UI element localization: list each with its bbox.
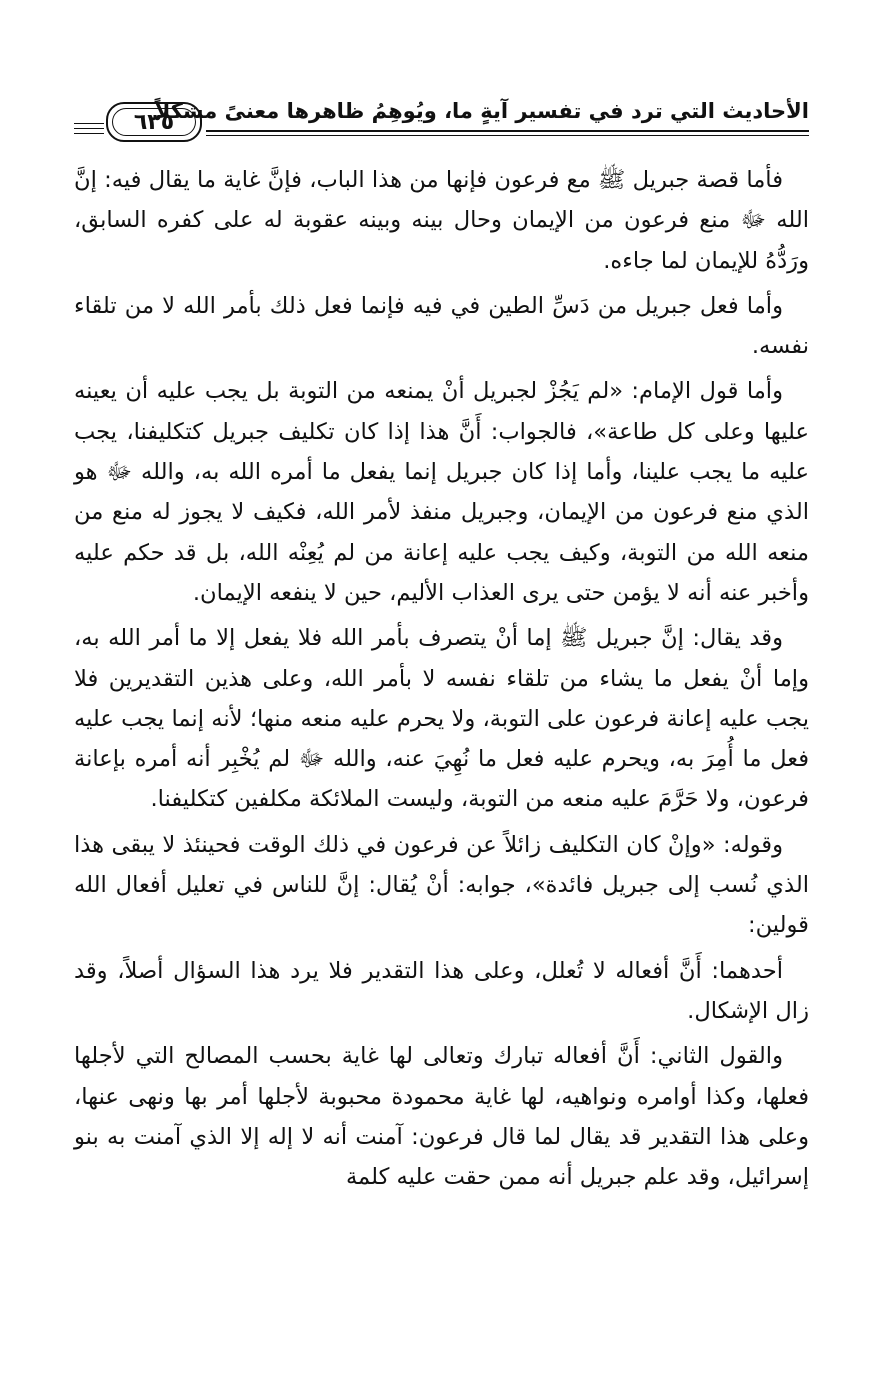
page-body [74, 160, 809, 1202]
paragraph: وأما فعل جبريل من دَسِّ الطين في فيه فإنما فعل ذلك بأمر الله لا من تلقاء نفسه. [74, 292, 809, 360]
paragraph: وقد يقال: إنَّ جبريل ﷺ إما أنْ يتصرف بأمر الله فلا يفعل إلا ما أمر الله به، وإما أنْ يفعل ما يشاء من تلقاء نفسه لا بأمر الله، وعلى هذين التقديرين فلا يجب عليه إعانة فرعون على التوبة، ولا يحرم عليه منعه منها؛ لأنه إنما يجب عليه فعل ما أُمِرَ به، ويحرم عليه فعل ما نُهِيَ عنه، والله ﷻ لم يُخْبِر أنه أمره بإعانة فرعون، ولا حَرَّمَ عليه منعه من التوبة، وليست الملائكة مكلفين كتكليفنا. [74, 625, 809, 813]
left-rule [74, 128, 104, 129]
header-rule [206, 130, 809, 132]
left-rule [74, 133, 104, 134]
page-number-badge [106, 102, 202, 142]
paragraph: وأما قول الإمام: «لم يَجُزْ لجبريل أنْ يمنعه من التوبة بل يجب عليه أن يعينه عليها وعلى كل طاعة»، فالجواب: أَنَّ هذا إذا كان تكليف جبريل كتكليفنا، يجب عليه ما يجب علينا، وأما إذا كان جبريل إنما يفعل ما أمره الله به، والله ﷻ هو الذي منع فرعون من الإيمان، وجبريل منفذ لأمر الله، فكيف لا يجوز له منع من منعه الله من التوبة، وكيف يجب عليه إعانة من لم يُعِنْه الله، بل قد حكم عليه وأخبر عنه أنه لا يؤمن حتى يرى العذاب الأليم، حين لا ينفعه الإيمان. [74, 378, 809, 606]
running-title: الأحاديث التي ترد في تفسير آيةٍ ما، ويُوهِمُ ظاهرها معنىً مشكلاً [154, 99, 809, 123]
left-rule [74, 123, 104, 124]
paragraph: والقول الثاني: أَنَّ أفعاله تبارك وتعالى لها غاية بحسب المصالح التي لأجلها فعلها، وكذا أوامره ونواهيه، لها غاية محمودة محبوبة لأجلها أمر بها ونهى عنها، وعلى هذا التقدير قد يقال لما قال فرعون: آمنت أنه لا إله إلا الذي آمنت به بنو إسرائيل، وقد علم جبريل أنه ممن حقت عليه كلمة [74, 1043, 809, 1191]
paragraph: وقوله: «وإنْ كان التكليف زائلاً عن فرعون في ذلك الوقت فحينئذ لا يبقى هذا الذي نُسب إلى جبريل فائدة»، جوابه: أنْ يُقال: إنَّ للناس في تعليل أفعال الله قولين: [74, 831, 809, 939]
header-rule-thin [206, 135, 809, 136]
page-header [74, 96, 809, 142]
paragraph: أحدهما: أَنَّ أفعاله لا تُعلل، وعلى هذا التقدير فلا يرد هذا السؤال أصلاً، وقد زال الإشكال. [74, 957, 809, 1024]
page-number: ٦٣٥ [133, 109, 175, 135]
paragraph: فأما قصة جبريل ﷺ مع فرعون فإنها من هذا الباب، فإنَّ غاية ما يقال فيه: إنَّ الله ﷻ منع فرعون من الإيمان وحال بينه وبينه عقوبة له على كفره السابق، ورَدُّهُ للإيمان لما جاءه. [74, 167, 809, 274]
